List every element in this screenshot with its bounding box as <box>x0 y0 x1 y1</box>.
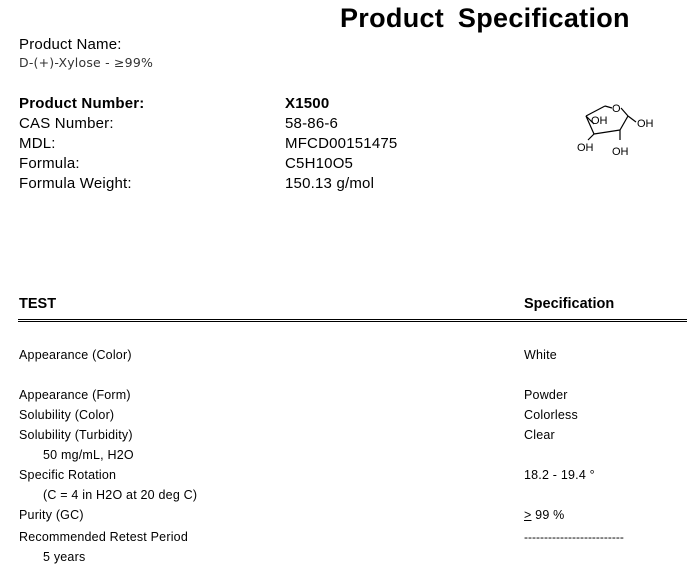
formula-label: Formula: <box>19 155 80 172</box>
product-name-value: D-(+)-Xylose - ≥99% <box>19 55 154 70</box>
table-row-test-detail: 50 mg/mL, H2O <box>43 448 134 462</box>
table-row-test-detail: (C = 4 in H2O at 20 deg C) <box>43 488 198 502</box>
formula-weight-label: Formula Weight: <box>19 175 132 192</box>
ring-oxygen-label: O <box>612 103 621 115</box>
table-row-test: Solubility (Turbidity) <box>19 428 133 442</box>
table-row-test: Appearance (Form) <box>19 388 131 402</box>
table-row-test-detail: 5 years <box>43 550 86 564</box>
table-row-spec: Colorless <box>524 408 578 422</box>
oh-right-label: OH <box>637 118 654 130</box>
table-row-spec: Powder <box>524 388 568 402</box>
product-name-label: Product Name: <box>19 36 122 53</box>
xylose-structure-icon <box>572 96 662 162</box>
formula-weight-value: 150.13 g/mol <box>285 175 375 192</box>
header-divider <box>18 319 687 320</box>
spec-column-header: Specification <box>524 296 615 312</box>
purity-value: 99 % <box>531 508 565 522</box>
table-row-test: Appearance (Color) <box>19 348 132 362</box>
formula-value: C5H10O5 <box>285 155 354 172</box>
table-row-spec: Clear <box>524 428 555 442</box>
product-number-value: X1500 <box>285 95 330 112</box>
header-divider-2 <box>18 321 687 322</box>
cas-number-label: CAS Number: <box>19 115 114 132</box>
table-row-test: Solubility (Color) <box>19 408 115 422</box>
oh-bottom-left-label: OH <box>577 142 594 154</box>
table-row-test: Specific Rotation <box>19 468 117 482</box>
table-row-test: Recommended Retest Period <box>19 530 188 544</box>
mdl-label: MDL: <box>19 135 56 152</box>
table-row-spec: ------------------------- <box>524 530 624 544</box>
table-row-test: Purity (GC) <box>19 508 84 522</box>
page-title: Product Specification <box>340 3 630 33</box>
product-number-label: Product Number: <box>19 95 145 112</box>
table-row-spec: 18.2 - 19.4 ° <box>524 468 595 482</box>
oh-bottom-right-label: OH <box>612 146 629 158</box>
test-column-header: TEST <box>19 296 57 312</box>
greater-equal-symbol: > <box>524 508 532 522</box>
table-row-spec <box>524 508 564 522</box>
oh-left-label: OH <box>591 115 608 127</box>
cas-number-value: 58-86-6 <box>285 115 339 132</box>
mdl-value: MFCD00151475 <box>285 135 398 152</box>
table-row-spec: White <box>524 348 557 362</box>
